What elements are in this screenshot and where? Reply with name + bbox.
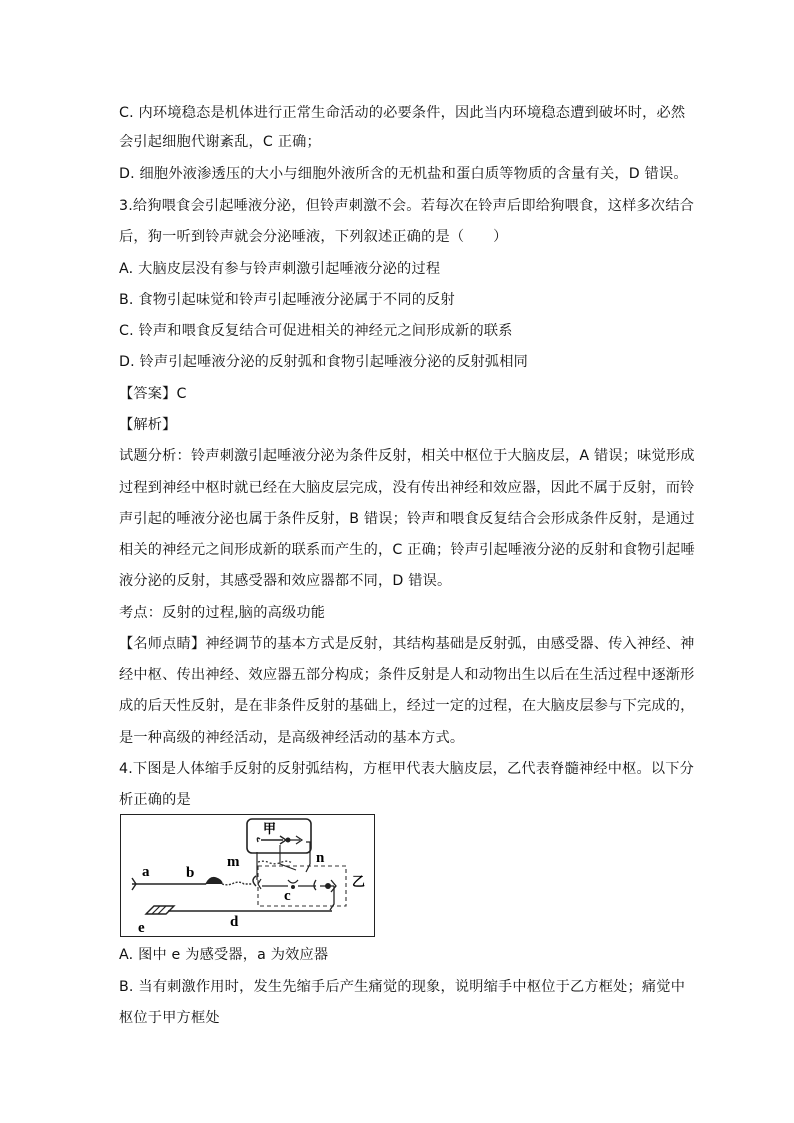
question-3-stem-1: 3.给狗喂食会引起唾液分泌，但铃声刺激不会。若每次在铃声后即给狗喂食，这样多次结合 — [119, 198, 695, 214]
question-4-option-b-2: 枢位于甲方框处 — [119, 1010, 220, 1026]
teacher-note-line-1: 【名师点睛】神经调节的基本方式是反射，其结构基础是反射弧，由感受器、传入神经、神 — [119, 636, 695, 652]
analysis-line-5: 液分泌的反射，其感受器和效应器都不同，D 错误。 — [119, 573, 452, 589]
analysis-line-4: 相关的神经元之间形成新的联系而产生的，C 正确；铃声引起唾液分泌的反射和食物引起唾 — [119, 542, 695, 558]
label-d: d — [230, 914, 239, 930]
question-3-option-b: B. 食物引起味觉和铃声引起唾液分泌属于不同的反射 — [119, 292, 455, 308]
teacher-note-line-2: 经中枢、传出神经、效应器五部分构成；条件反射是人和动物出生以后在生活过程中逐渐形 — [119, 667, 695, 683]
question-3-option-a: A. 大脑皮层没有参与铃声刺激引起唾液分泌的过程 — [119, 261, 441, 277]
question-4-stem-1: 4.下图是人体缩手反射的反射弧结构，方框甲代表大脑皮层，乙代表脊髓神经中枢。以下分 — [119, 761, 695, 777]
label-a: a — [142, 864, 150, 880]
cortex-neuron — [257, 836, 286, 844]
cortex-neuron-body — [286, 838, 291, 843]
teacher-note-line-4: 是一种高级的神经活动，是高级神经活动的基本方式。 — [119, 730, 465, 746]
question-3-option-c: C. 铃声和喂食反复结合可促进相关的神经元之间形成新的联系 — [119, 323, 513, 339]
analysis-heading: 【解析】 — [119, 417, 177, 433]
label-c: c — [284, 888, 291, 904]
descending-path-n — [306, 842, 310, 872]
analysis-line-2: 过程到神经中枢时就已经在大脑皮层完成，没有传出神经和效应器，因此不属于反射，而铃 — [119, 480, 695, 496]
label-jia: 甲 — [263, 822, 277, 837]
ascending-fibre — [258, 861, 292, 864]
teacher-note-line-3: 成的后天性反射，是在非条件反射的基础上，经过一定的过程，在大脑皮层参与下完成的， — [119, 698, 695, 714]
label-yi: 乙 — [352, 875, 366, 890]
label-m: m — [227, 854, 240, 870]
question-4-stem-2: 析正确的是 — [119, 792, 191, 808]
question-3-option-d: D. 铃声引起唾液分泌的反射弧和食物引起唾液分泌的反射弧相同 — [119, 354, 529, 370]
text-line-3: D. 细胞外液渗透压的大小与细胞外液所含的无机盐和蛋白质等物质的含量有关，D 错误。 — [119, 166, 688, 182]
analysis-line-3: 声引起的唾液分泌也属于条件反射，B 错误；铃声和喂食反复结合会形成条件反射，是通过 — [119, 511, 695, 527]
question-4-option-a: A. 图中 e 为感受器，a 为效应器 — [119, 947, 329, 963]
synapse-left — [253, 876, 256, 886]
label-n: n — [316, 850, 325, 866]
label-b: b — [186, 865, 195, 881]
cortex-box-jia — [247, 819, 311, 853]
answer-label: 【答案】C — [119, 386, 187, 402]
test-point: 考点：反射的过程,脑的高级功能 — [119, 605, 326, 621]
ganglion-b — [206, 878, 222, 884]
question-3-stem-2: 后，狗一听到铃声就会分泌唾液，下列叙述正确的是（ ） — [119, 229, 508, 245]
text-line-2: 会引起细胞代谢紊乱，C 正确； — [119, 134, 321, 150]
question-4-option-b-1: B. 当有刺激作用时，发生先缩手后产生痛觉的现象，说明缩手中枢位于乙方框处；痛觉中 — [119, 979, 686, 995]
analysis-line-1: 试题分析：铃声刺激引起唾液分泌为条件反射，相关中枢位于大脑皮层，A 错误；味觉形成 — [119, 448, 695, 464]
label-e: e — [138, 920, 145, 936]
reflex-arc-diagram — [120, 814, 376, 938]
text-line-1: C. 内环境稳态是机体进行正常生命活动的必要条件，因此当内环境稳态遭到破坏时，必然 — [119, 105, 686, 121]
